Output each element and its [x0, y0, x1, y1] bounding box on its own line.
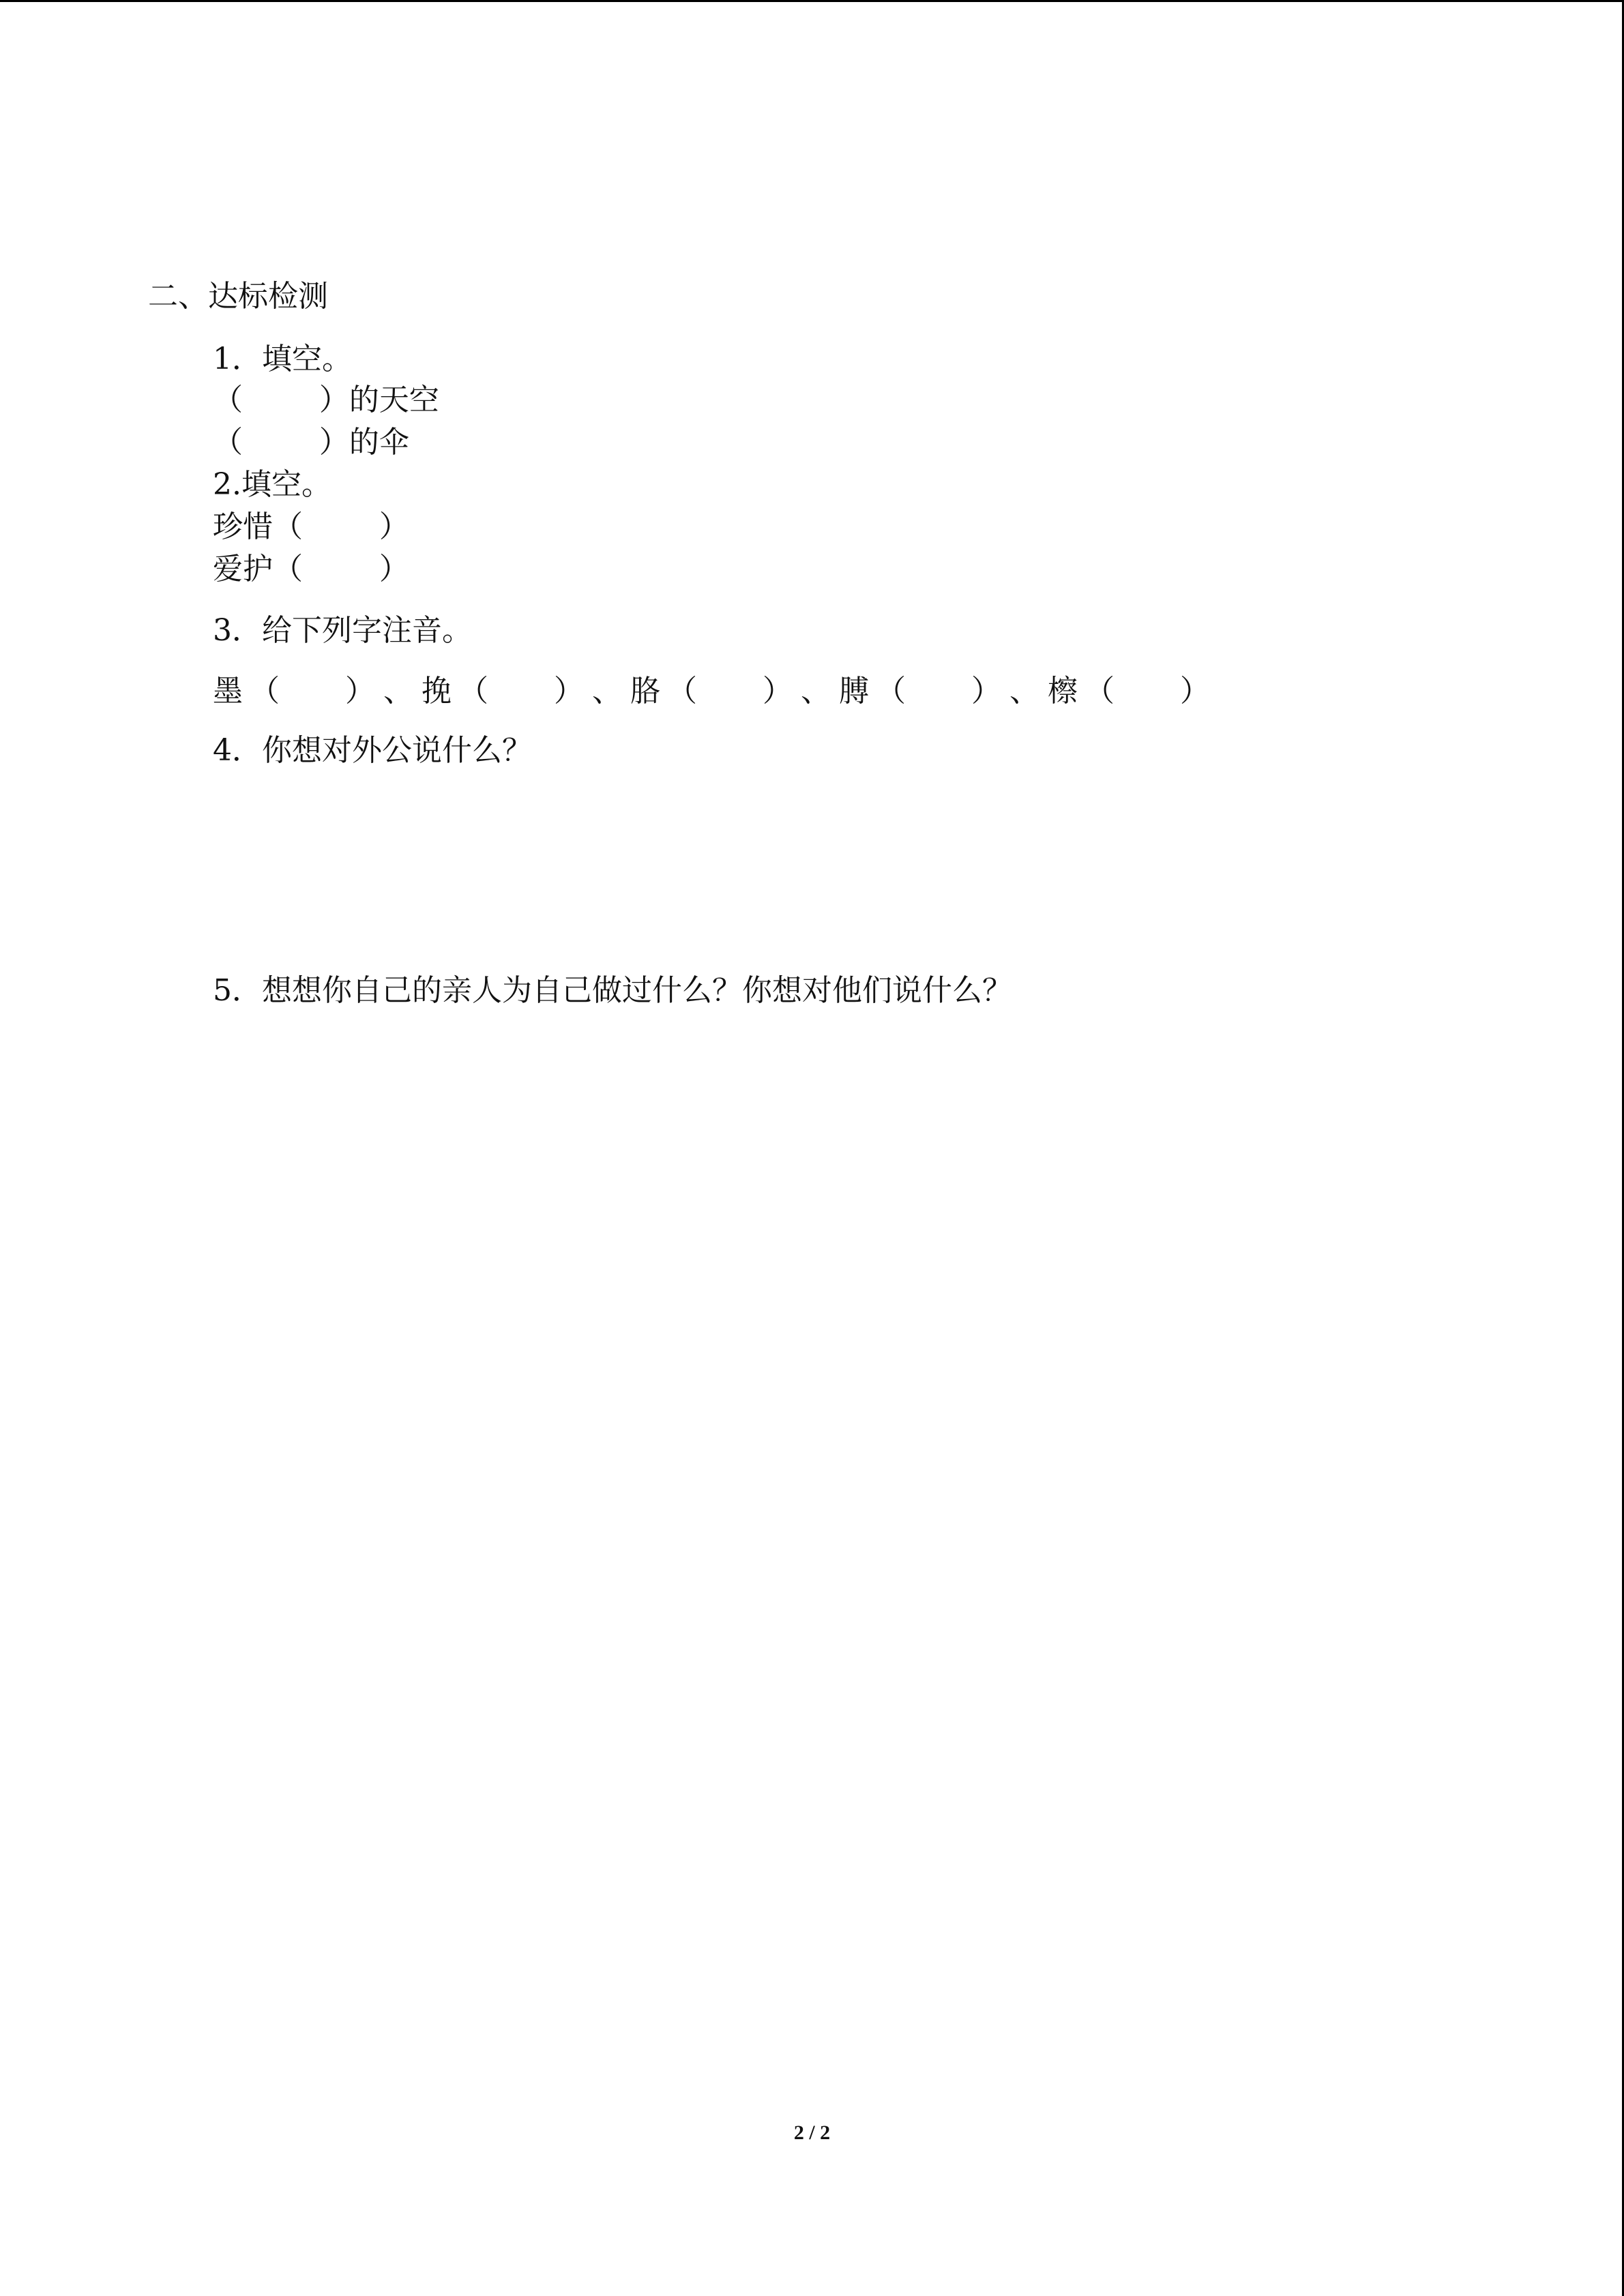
question-2-blank-protect: 爱护（ ） — [213, 552, 409, 586]
question-4-label: 4．你想对外公说什么？ — [213, 733, 532, 768]
pinyin-char: 墨 — [213, 674, 243, 709]
question-3-pinyin-row — [213, 674, 1210, 709]
pinyin-item — [839, 674, 1001, 709]
close-paren: ） — [763, 674, 793, 709]
question-1-blank-sky: （ ）的天空 — [213, 383, 439, 417]
section-title: 二、达标检测 — [148, 279, 328, 314]
question-2-blank-cherish: 珍惜（ ） — [213, 509, 409, 544]
open-paren: （ — [876, 674, 906, 709]
question-1-blank-umbrella: （ ）的伞 — [213, 425, 409, 460]
open-paren: （ — [1084, 674, 1114, 709]
pinyin-item — [630, 674, 793, 709]
pinyin-item — [422, 674, 584, 709]
separator: 、 — [1009, 674, 1039, 709]
close-paren: ） — [345, 674, 375, 709]
open-paren: （ — [458, 674, 488, 709]
separator: 、 — [383, 674, 413, 709]
pinyin-char: 檫 — [1048, 674, 1078, 709]
question-2-label: 2.填空。 — [213, 467, 331, 502]
question-1-label: 1．填空。 — [213, 342, 352, 376]
question-3-label: 3．给下列字注音。 — [213, 613, 472, 648]
pinyin-char: 膊 — [839, 674, 869, 709]
separator: 、 — [801, 674, 831, 709]
question-5-label: 5．想想你自己的亲人为自己做过什么？你想对他们说什么？ — [213, 973, 1012, 1008]
close-paren: ） — [1180, 674, 1210, 709]
open-paren: （ — [667, 674, 697, 709]
pinyin-char: 挽 — [422, 674, 452, 709]
close-paren: ） — [971, 674, 1001, 709]
separator: 、 — [592, 674, 622, 709]
pinyin-char: 胳 — [630, 674, 660, 709]
close-paren: ） — [554, 674, 584, 709]
page-number: 2 / 2 — [793, 2121, 831, 2144]
pinyin-item — [1048, 674, 1210, 709]
open-paren: （ — [250, 674, 280, 709]
pinyin-item — [213, 674, 375, 709]
